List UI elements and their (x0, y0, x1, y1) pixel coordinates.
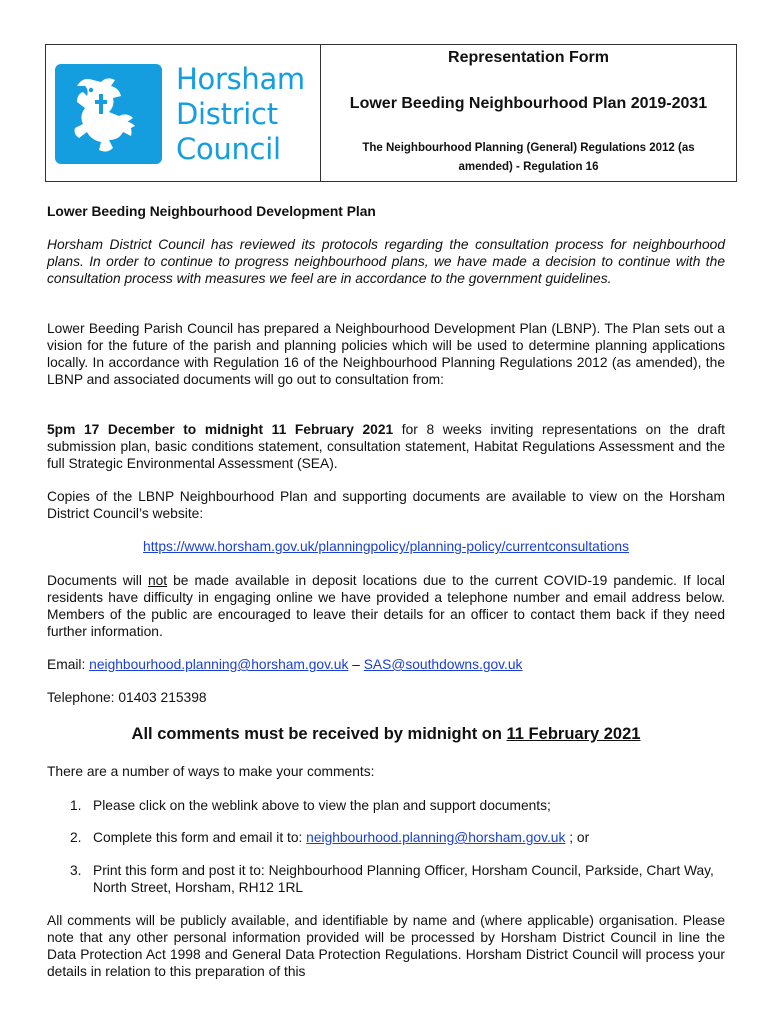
ways-intro: There are a number of ways to make your comments: (47, 764, 375, 779)
deadline-date: 11 February 2021 (506, 725, 641, 743)
list-text-part: ; or (565, 830, 590, 845)
email-separator: – (348, 657, 364, 672)
list-number: 2. (70, 830, 82, 845)
list-text: Print this form and post it to: Neighbourhood Planning Officer, Horsham Council, Parkside, Chart Way, North Street, Horsham, RH12 1RL (93, 863, 714, 895)
website-link[interactable]: https://www.horsham.gov.uk/planningpolicy/planning-policy/currentconsultations (143, 539, 629, 554)
documents-not: not (147, 573, 168, 588)
council-logo-icon (55, 64, 162, 164)
regulations-title (321, 139, 736, 177)
email-label: Email: (47, 657, 90, 672)
email-link-southdowns[interactable]: SAS@southdowns.gov.uk (363, 657, 523, 672)
lbnp-paragraph: Lower Beeding Parish Council has prepared a Neighbourhood Development Plan (LBNP). The Plan sets out a vision for the future of the parish and planning policies which will be used to determine planning applications locally. In accordance with Regulation 16 of the Neighbourhood Planning Regulations 2012 (as amended), the LBNP and associated documents will go out to consultation from: (47, 321, 725, 387)
regulations-line: The Neighbourhood Planning (General) Regulations 2012 (as (362, 142, 695, 154)
intro-paragraph: Horsham District Council has reviewed its protocols regarding the consultation process for neighbourhood plans. In order to continue to progress neighbourhood plans, we have made a decision to continue with the consultation process with measures we feel are in accordance to the government guidelines. (47, 237, 725, 286)
logo-cell (46, 45, 321, 181)
list-text (93, 829, 723, 846)
council-logo-wordmark (176, 62, 305, 167)
list-number: 3. (70, 863, 82, 878)
list-text-part: Complete this form and email it to: (93, 830, 307, 845)
plan-title: Lower Beeding Neighbourhood Plan 2019-2031 (349, 95, 708, 112)
email-row (47, 656, 725, 673)
consultation-dates: 5pm 17 December to midnight 11 February 2021 (47, 422, 394, 437)
regulations-line: amended) - Regulation 16 (458, 161, 599, 173)
email-link-horsham[interactable]: neighbourhood.planning@horsham.gov.uk (89, 657, 349, 672)
list-text: Please click on the weblink above to view the plan and support documents; (93, 798, 551, 813)
logo-word: Council (176, 132, 281, 166)
logo-word: Horsham (176, 62, 305, 96)
consultation-dates-detail: for 8 weeks inviting representations on the draft submission plan, basic conditions statement, consultation statement, Habitat Regulations Assessment and the full Strategic Environmental Assessment (SEA). (47, 422, 725, 471)
copies-paragraph: Copies of the LBNP Neighbourhood Plan and supporting documents are available to view on the Horsham District Council’s website: (47, 489, 725, 521)
form-title: Representation Form (448, 49, 609, 66)
header-box (45, 44, 737, 182)
documents-text: be made available in deposit locations due to the current COVID-19 pandemic. If local residents have difficulty in engaging online we have provided a telephone number and email address below. Members of the public are encouraged to leave their details for an officer to contact them back if they need further information. (47, 573, 725, 639)
deadline-heading (47, 725, 725, 744)
list-number: 1. (70, 798, 82, 813)
deadline-text: All comments must be received by midnight on (131, 725, 507, 743)
documents-text: Documents will (47, 573, 148, 588)
documents-paragraph (47, 572, 725, 640)
email-link-form[interactable]: neighbourhood.planning@horsham.gov.uk (306, 830, 566, 845)
section-heading: Lower Beeding Neighbourhood Development Plan (47, 204, 376, 219)
consultation-dates-paragraph (47, 421, 725, 472)
website-link-row (47, 538, 725, 555)
logo-word: District (176, 97, 278, 131)
telephone: Telephone: 01403 215398 (47, 690, 207, 705)
title-cell (321, 45, 736, 181)
closing-paragraph: All comments will be publicly available, and identifiable by name and (where applicable) organisation. Please note that any other personal information provided will be processed by Horsham District Council in line the Data Protection Act 1998 and General Data Protection Regulations. Horsham District Council will process your details in relation to this preparation of this (47, 913, 725, 979)
